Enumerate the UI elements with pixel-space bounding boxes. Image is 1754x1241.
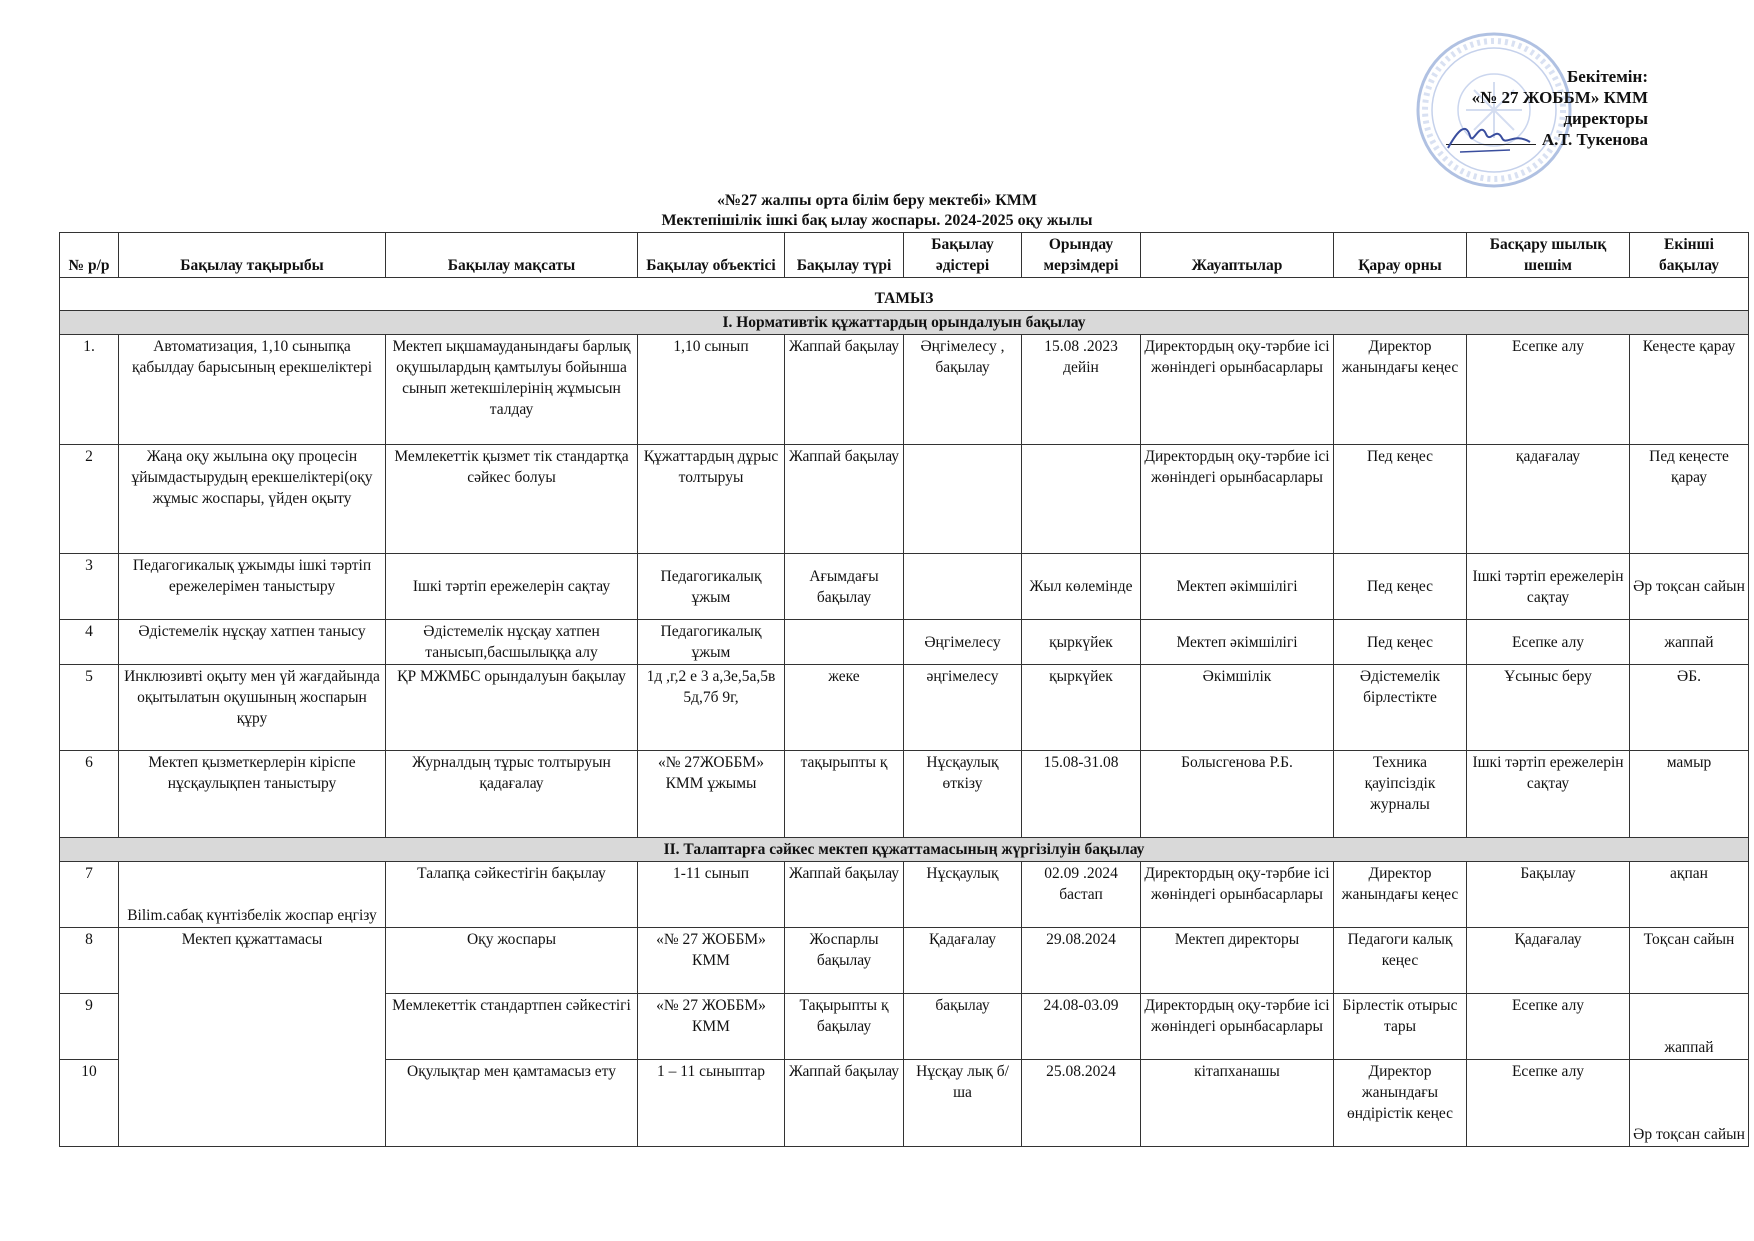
table-cell: кітапханашы [1141,1060,1334,1147]
table-row [60,928,1749,994]
table-cell: Есепке алу [1467,994,1630,1060]
table-cell: 7 [60,862,119,928]
table-cell: 5 [60,665,119,751]
table-cell: ҚР МЖМБС орындалуын бақылау [386,665,638,751]
table-row [60,751,1749,838]
table-cell: Мектеп ықшамауданындағы барлық оқушылардың қамтылуы бойынша сынып жетекшілерінің жұмысын талдау [386,335,638,445]
table-cell: Ұсыныс беру [1467,665,1630,751]
table-cell: Құжаттардың дұрыс толтыруы [638,445,785,554]
table-cell: жеке [785,665,904,751]
table-cell: Болысгенова Р.Б. [1141,751,1334,838]
table-cell: Директордың оқу-тәрбие ісі жөніндегі орынбасарлары [1141,994,1334,1060]
table-cell: Оқу жоспары [386,928,638,994]
table-cell: Есепке алу [1467,1060,1630,1147]
table-cell: Ішкі тәртіп ережелерін сақтау [1467,751,1630,838]
table-cell: 1. [60,335,119,445]
section-row [60,311,1749,335]
header-cell: Бақылау мақсаты [386,233,638,278]
table-cell: Кеңесте қарау [1630,335,1749,445]
table-cell: Мектеп қызметкерлерін кіріспе нұсқаулықпен таныстыру [119,751,386,838]
signature-icon [1440,112,1540,162]
table-cell: Мектеп директоры [1141,928,1334,994]
table-header-row [60,233,1749,278]
table-cell: Автоматизация, 1,10 сыныпқа қабылдау барысының ерекшеліктері [119,335,386,445]
header-cell: Екінші бақылау [1630,233,1749,278]
table-cell: Педагоги калық кеңес [1334,928,1467,994]
table-cell: Бірлестік отырыс тары [1334,994,1467,1060]
table-cell: Директордың оқу-тәрбие ісі жөніндегі орынбасарлары [1141,445,1334,554]
table-cell: 24.08-03.09 [1022,994,1141,1060]
table-cell: Жаңа оқу жылына оқу процесін ұйымдастырудың ерекшеліктері(оқу жұмыс жоспары, үйден оқыту [119,445,386,554]
table-cell: Әңгімелесу [904,620,1022,665]
table-cell: Жаппай бақылау [785,445,904,554]
table-cell: қыркүйек [1022,620,1141,665]
table-cell: Жаппай бақылау [785,1060,904,1147]
table-cell: Бақылау [1467,862,1630,928]
approval-line-2: «№ 27 ЖОББМ» КММ [1471,88,1648,107]
table-cell: 1-11 сынып [638,862,785,928]
table-cell: Ішкі тәртіп ережелерін сақтау [1467,554,1630,620]
table-cell: Әкімшілік [1141,665,1334,751]
approval-line-1: Бекітемін: [1567,67,1648,86]
table-cell [904,554,1022,620]
table-cell: Қадағалау [904,928,1022,994]
table-cell: Ағымдағы бақылау [785,554,904,620]
table-cell: 15.08 .2023 дейін [1022,335,1141,445]
table-cell: Әдістемелік нұсқау хатпен танысып,басшылыққа алу [386,620,638,665]
table-cell: 1д ,г,2 е 3 а,3е,5а,5в 5д,7б 9г, [638,665,785,751]
table-row [60,335,1749,445]
table-cell: жаппай [1630,994,1749,1060]
director-name: А.Т. Тукенова [1541,130,1648,149]
table-cell: Педагогикалық ұжымды ішкі тәртіп ережелерімен таныстыру [119,554,386,620]
table-cell: ақпан [1630,862,1749,928]
document-subtitle: Мектепішілік ішкі бақ ылау жоспары. 2024-2025 оқу жылы [661,212,1093,229]
table-cell: 25.08.2024 [1022,1060,1141,1147]
table-cell: Жаппай бақылау [785,335,904,445]
month-label: ТАМЫЗ [60,278,1749,311]
section-2-label: ІІ. Талаптарға сәйкес мектеп құжаттамасының жүргізілуін бақылау [60,838,1749,862]
table-cell: Мектеп құжаттамасы [119,928,386,1147]
table-cell: мамыр [1630,751,1749,838]
table-cell [1022,445,1141,554]
section-1-label: І. Нормативтік құжаттардың орындалуын бақылау [60,311,1749,335]
header-cell: Бақылау тақырыбы [119,233,386,278]
table-cell: Әдістемелік нұсқау хатпен танысу [119,620,386,665]
table-row [60,554,1749,620]
header-cell: № р/р [60,233,119,278]
header-cell: Бақылау объектісі [638,233,785,278]
table-cell: Әр тоқсан сайын [1630,1060,1749,1147]
table-cell: Әр тоқсан сайын [1630,554,1749,620]
header-cell: Бақылау түрі [785,233,904,278]
month-row [60,278,1749,311]
table-cell: Оқулықтар мен қамтамасыз ету [386,1060,638,1147]
table-cell: Қадағалау [1467,928,1630,994]
table-cell: 02.09 .2024 бастап [1022,862,1141,928]
table-cell: Журналдың тұрыс толтыруын қадағалау [386,751,638,838]
table-cell: тақырыпты қ [785,751,904,838]
section-row [60,838,1749,862]
table-cell: Директор жанындағы кеңес [1334,335,1467,445]
table-cell: 2 [60,445,119,554]
table-cell: бақылау [904,994,1022,1060]
table-cell: Директордың оқу-тәрбие ісі жөніндегі орынбасарлары [1141,335,1334,445]
table-cell: Пед кеңесте қарау [1630,445,1749,554]
table-cell: Мемлекеттік қызмет тік стандартқа сәйкес болуы [386,445,638,554]
table-cell: Ішкі тәртіп ережелерін сақтау [386,554,638,620]
table-row [60,445,1749,554]
table-cell: 9 [60,994,119,1060]
header-cell: Қарау орны [1334,233,1467,278]
header-cell: Бақылау әдістері [904,233,1022,278]
table-cell: әңгімелесу [904,665,1022,751]
table-cell: Есепке алу [1467,335,1630,445]
table-cell: Директор жанындағы кеңес [1334,862,1467,928]
table-cell: Тоқсан сайын [1630,928,1749,994]
table-cell: Пед кеңес [1334,620,1467,665]
table-cell: 29.08.2024 [1022,928,1141,994]
table-cell: Техника қауіпсіздік журналы [1334,751,1467,838]
header-cell: Жауаптылар [1141,233,1334,278]
table-cell [904,445,1022,554]
table-cell: Әңгімелесу , бақылау [904,335,1022,445]
table-cell: 1 – 11 сыныптар [638,1060,785,1147]
table-cell: Мемлекеттік стандартпен сәйкестігі [386,994,638,1060]
header-cell: Басқару шылық шешім [1467,233,1630,278]
table-cell: Мектеп әкімшілігі [1141,620,1334,665]
table-cell: Директордың оқу-тәрбие ісі жөніндегі орынбасарлары [1141,862,1334,928]
table-cell: Нұсқаулық өткізу [904,751,1022,838]
table-cell: қыркүйек [1022,665,1141,751]
table-cell: Директор жанындағы өндірістік кеңес [1334,1060,1467,1147]
table-cell: Талапқа сәйкестігін бақылау [386,862,638,928]
table-cell: Педагогикалық ұжым [638,620,785,665]
table-cell: Нұсқау лық б/ша [904,1060,1022,1147]
header-cell: Орындау мерзімдері [1022,233,1141,278]
table-cell: 8 [60,928,119,994]
table-cell: Әдістемелік бірлестікте [1334,665,1467,751]
table-cell: 6 [60,751,119,838]
approval-line-3: директоры [1563,109,1648,128]
table-cell: Инклюзивті оқыту мен үй жағдайында оқытылатын оқушының жоспарын құру [119,665,386,751]
table-cell: 3 [60,554,119,620]
table-cell: 4 [60,620,119,665]
table-cell: Пед кеңес [1334,554,1467,620]
table-cell: жаппай [1630,620,1749,665]
table-cell: Bilim.сабақ күнтізбелік жоспар еңгізу [119,862,386,928]
table-cell: 1,10 сынып [638,335,785,445]
document-title: «№27 жалпы орта білім беру мектебі» КММ [716,192,1038,209]
table-cell: Есепке алу [1467,620,1630,665]
table-cell: «№ 27ЖОББМ» КММ ұжымы [638,751,785,838]
table-cell: Тақырыпты қ бақылау [785,994,904,1060]
table-cell: «№ 27 ЖОББМ» КММ [638,928,785,994]
table-row [60,862,1749,928]
table-cell: «№ 27 ЖОББМ» КММ [638,994,785,1060]
table-cell: ӘБ. [1630,665,1749,751]
table-cell: Жаппай бақылау [785,862,904,928]
table-cell: 15.08-31.08 [1022,751,1141,838]
table-cell [785,620,904,665]
table-row [60,665,1749,751]
table-cell: Пед кеңес [1334,445,1467,554]
table-cell: Жоспарлы бақылау [785,928,904,994]
table-cell: Жыл көлемінде [1022,554,1141,620]
control-plan-table [59,232,1749,1147]
table-cell: Мектеп әкімшілігі [1141,554,1334,620]
table-cell: 10 [60,1060,119,1147]
table-cell: Нұсқаулық [904,862,1022,928]
table-cell: қадағалау [1467,445,1630,554]
table-cell: Педагогикалық ұжым [638,554,785,620]
table-row [60,620,1749,665]
